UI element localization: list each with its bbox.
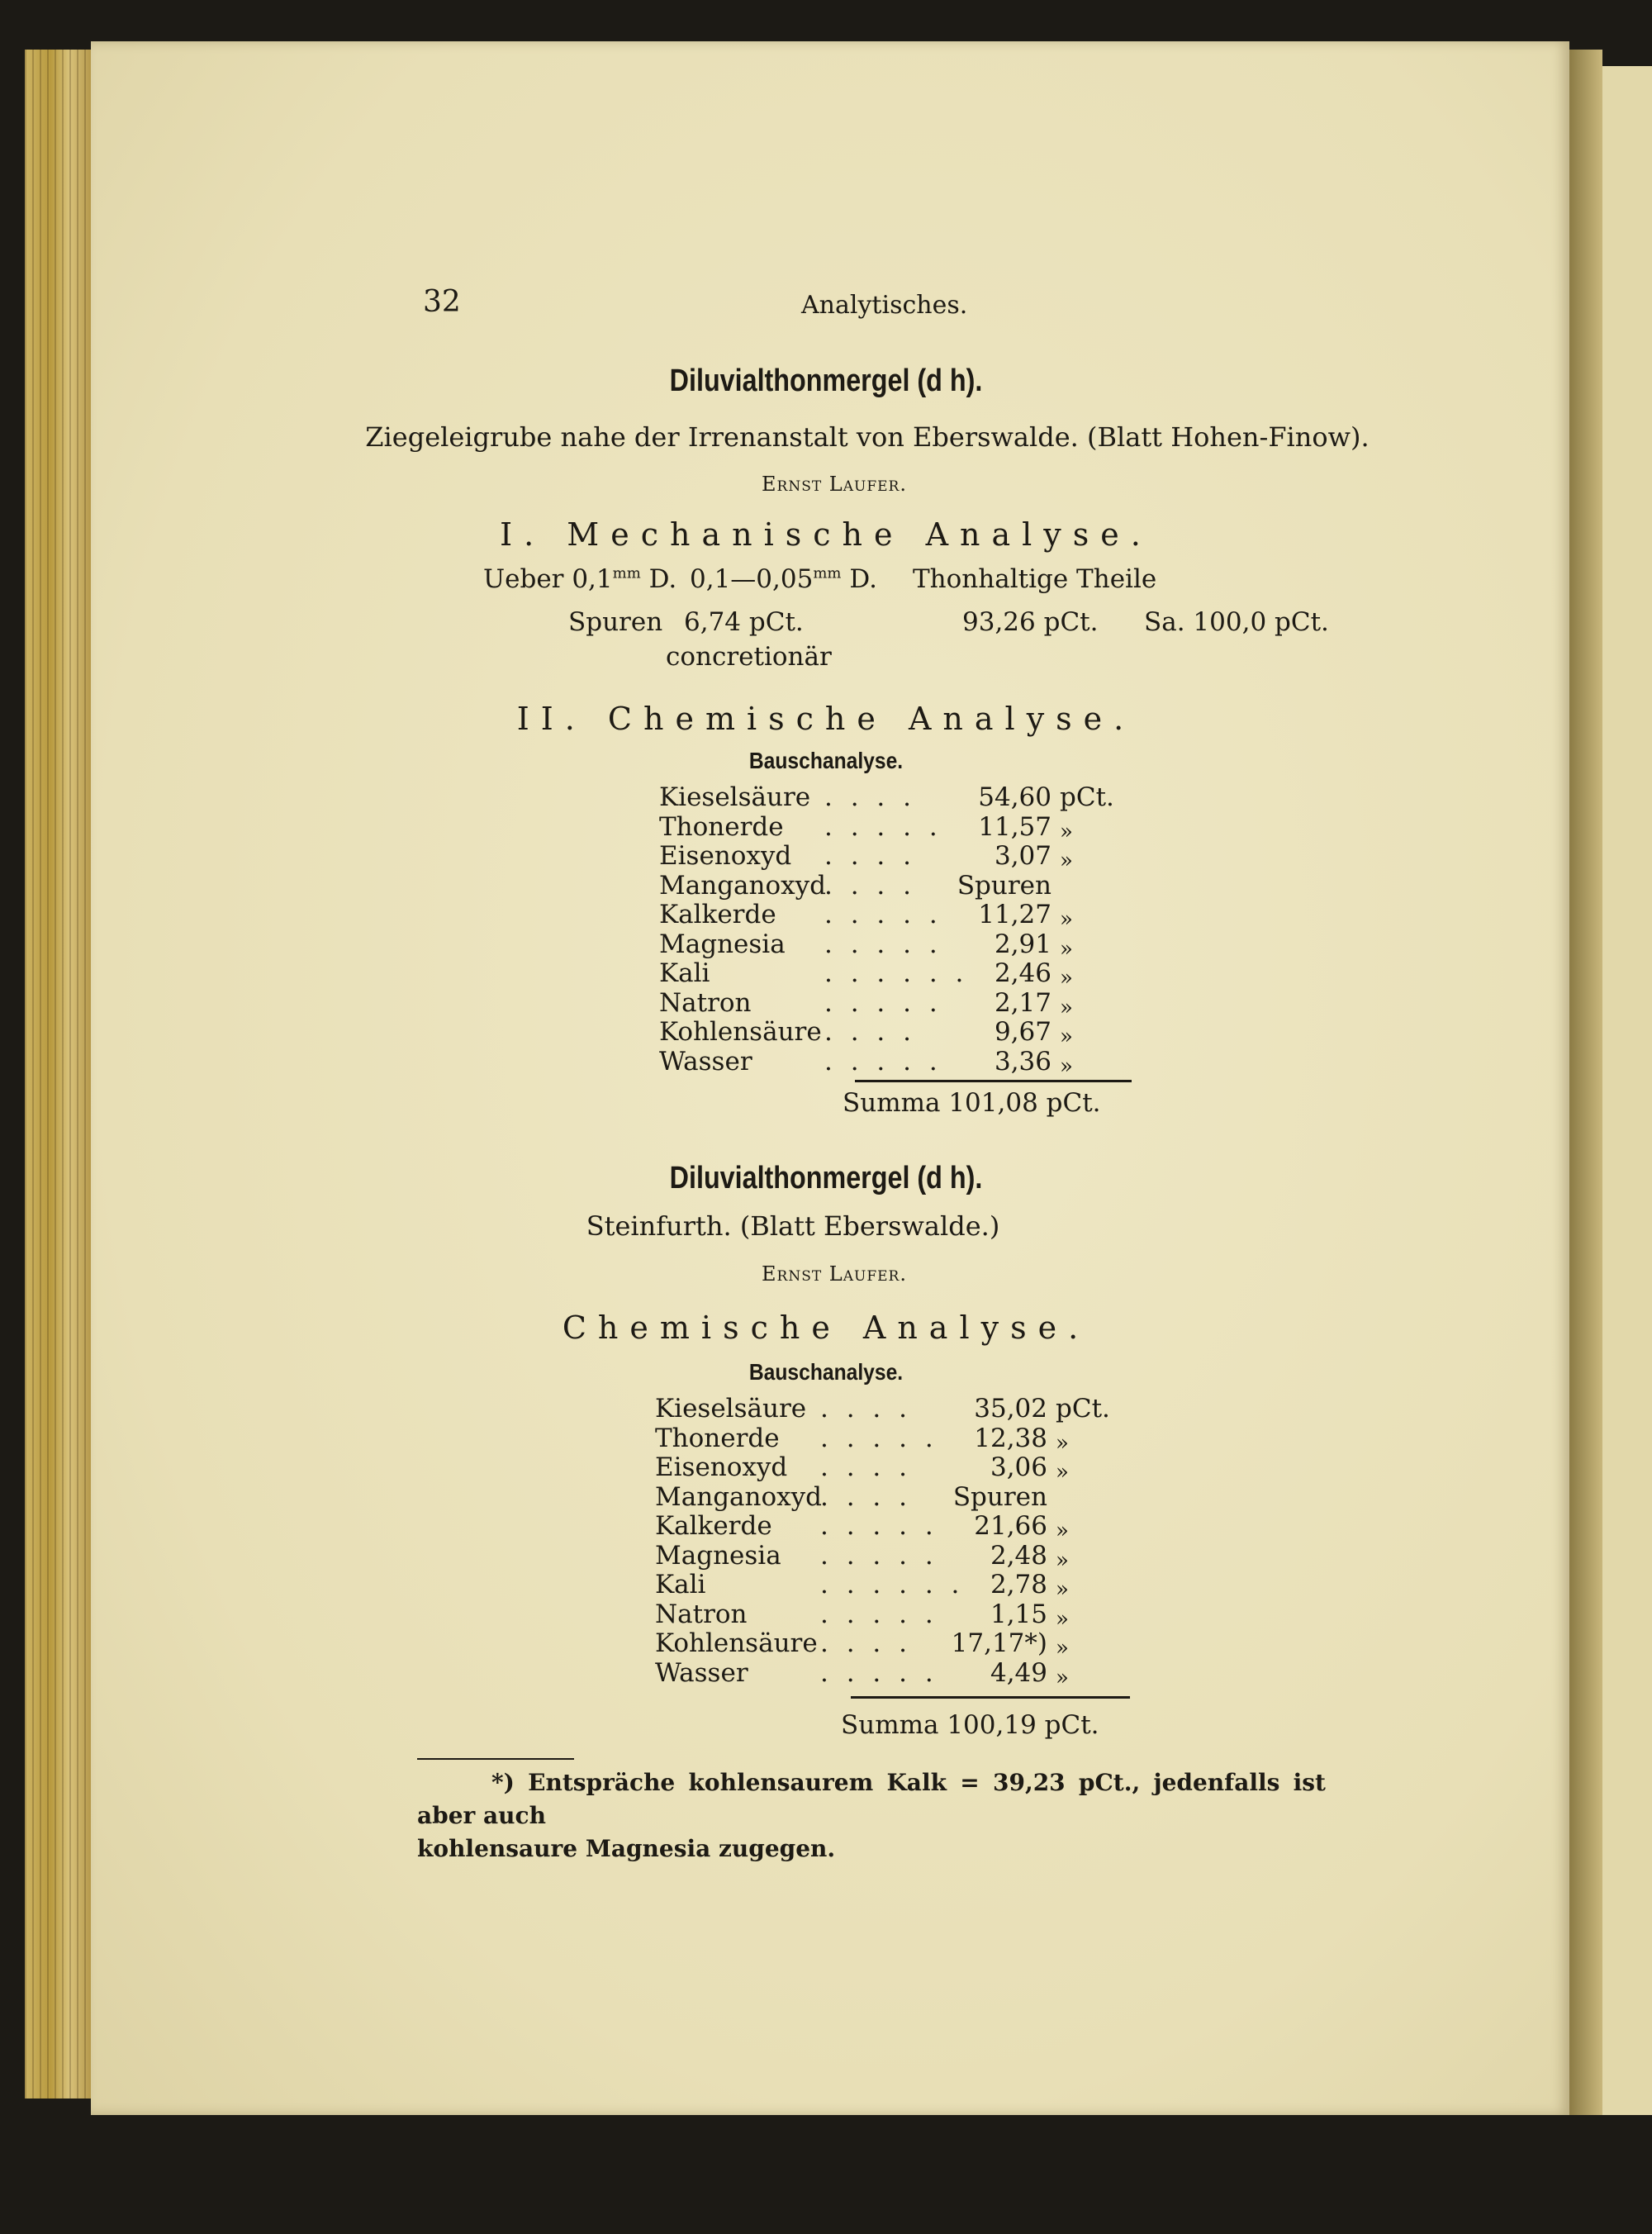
table-row: [659, 871, 1122, 901]
mech-col3-header: Thonhaltige Theile: [913, 564, 1157, 594]
sample2-sum-rule: [851, 1696, 1130, 1699]
row-unit: »: [1060, 907, 1073, 932]
row-leader-dots: . . . . .: [820, 1423, 938, 1453]
row-leader-dots: . . . .: [820, 1394, 912, 1424]
footnote-line-1: *) Entspräche kohlensaurem Kalk = 39,23 pCt., jedenfalls ist aber auch: [417, 1769, 1326, 1829]
row-label: Kali: [655, 1570, 706, 1599]
table-row: [659, 782, 1122, 812]
row-leader-dots: . . . . . .: [824, 958, 969, 988]
row-leader-dots: . . . .: [820, 1481, 912, 1512]
sample2-author: Ernst Laufer.: [762, 1262, 907, 1286]
row-leader-dots: . . . . .: [820, 1657, 938, 1688]
sample2-chem-title: Chemische Analyse.: [562, 1310, 1090, 1346]
table-row: [655, 1628, 1118, 1661]
sample1-bauschanalyse: Bauschanalyse.: [748, 748, 904, 773]
row-unit: pCt.: [1060, 782, 1114, 812]
row-label: Kohlensäure: [659, 1017, 822, 1047]
sample1-locality: Ziegeleigrube nahe der Irrenanstalt von Eberswalde. (Blatt Hohen-Finow).: [365, 421, 1370, 453]
row-leader-dots: . . . . .: [820, 1511, 938, 1541]
row-leader-dots: . . . . . .: [820, 1570, 965, 1599]
sample2-summa: Summa 100,19 pCt.: [841, 1710, 1099, 1740]
sample1-author: Ernst Laufer.: [762, 473, 907, 496]
table-row: [655, 1482, 1118, 1512]
row-value: 9,67: [994, 1017, 1051, 1047]
row-label: Kohlensäure: [655, 1628, 818, 1658]
table-row: [659, 1017, 1122, 1047]
row-label: Wasser: [655, 1657, 748, 1688]
row-leader-dots: . . . . .: [820, 1540, 938, 1571]
row-unit: »: [1056, 1636, 1069, 1661]
sample1-sum-rule: [855, 1080, 1132, 1082]
table-row: [655, 1452, 1118, 1485]
row-value: 17,17*): [951, 1628, 1047, 1658]
row-value: 21,66: [974, 1511, 1047, 1541]
table-row: [659, 841, 1122, 871]
row-value: 54,60: [978, 782, 1051, 812]
mech-value-2-note: concretionär: [666, 642, 832, 672]
row-leader-dots: . . . .: [824, 1017, 916, 1047]
row-unit: »: [1056, 1577, 1069, 1602]
row-unit: »: [1060, 848, 1073, 873]
table-row: [655, 1423, 1118, 1456]
mech-value-3: 93,26 pCt.: [962, 607, 1099, 637]
row-leader-dots: . . . .: [824, 870, 916, 901]
row-label: Thonerde: [655, 1423, 780, 1453]
running-head: Analytisches.: [801, 291, 968, 320]
table-row: [659, 929, 1122, 962]
table-row: [655, 1570, 1118, 1602]
mech-col2-header: $0,1—0,05^{mm}$ D.: [690, 564, 877, 594]
row-label: Natron: [659, 987, 752, 1018]
row-value: 2,91: [994, 929, 1051, 959]
footnote: [417, 1766, 1326, 1866]
row-value: Spuren: [957, 870, 1051, 901]
mech-col1-header: Ueber $0,1^{mm}$ D.: [483, 564, 677, 594]
row-label: Kalkerde: [655, 1511, 772, 1541]
row-label: Eisenoxyd: [655, 1452, 788, 1482]
row-value: 2,46: [994, 958, 1051, 988]
row-unit: »: [1060, 1024, 1073, 1049]
row-value: 3,07: [994, 841, 1051, 871]
page-number: 32: [423, 285, 461, 319]
mech-value-1: Spuren: [568, 607, 663, 637]
row-label: Thonerde: [659, 811, 784, 842]
row-value: 2,17: [994, 987, 1051, 1018]
row-value: 35,02: [974, 1394, 1047, 1424]
row-label: Kieselsäure: [655, 1394, 807, 1424]
row-unit: »: [1056, 1519, 1069, 1543]
sample2-locality: Steinfurth. (Blatt Eberswalde.): [586, 1210, 1000, 1242]
sample1-chem-title: II. Chemische Analyse.: [516, 701, 1136, 737]
sample1-heading: Diluvialthonmergel (d h).: [669, 364, 983, 398]
gutter: [1569, 50, 1602, 2115]
row-value: 2,48: [990, 1540, 1047, 1571]
row-unit: pCt.: [1056, 1394, 1110, 1424]
row-leader-dots: . . . . .: [824, 987, 942, 1018]
row-unit: »: [1056, 1430, 1069, 1456]
row-label: Magnesia: [659, 929, 786, 959]
footnote-line-2: kohlensaure Magnesia zugegen.: [417, 1835, 836, 1862]
row-value: 4,49: [990, 1657, 1047, 1688]
row-value: Spuren: [952, 1481, 1047, 1512]
row-label: Wasser: [659, 1046, 752, 1077]
row-label: Kieselsäure: [659, 782, 811, 812]
row-value: 2,78: [990, 1570, 1047, 1599]
table-row: [655, 1541, 1118, 1571]
row-value: 3,36: [994, 1046, 1051, 1077]
row-leader-dots: . . . .: [820, 1452, 912, 1482]
row-label: Natron: [655, 1599, 748, 1629]
row-unit: »: [1056, 1606, 1069, 1632]
row-label: Magnesia: [655, 1540, 781, 1571]
adjacent-page: [1602, 66, 1652, 2115]
table-row: [659, 1047, 1122, 1077]
table-row: [655, 1658, 1118, 1688]
row-leader-dots: . . . . .: [824, 1046, 942, 1077]
table-row: [659, 900, 1122, 932]
row-value: 12,38: [974, 1423, 1047, 1453]
row-unit: »: [1060, 995, 1073, 1020]
table-row: [659, 812, 1122, 842]
row-leader-dots: . . . . .: [824, 900, 942, 929]
row-label: Eisenoxyd: [659, 841, 792, 871]
row-unit: »: [1060, 819, 1073, 844]
table-row: [659, 958, 1122, 991]
row-unit: »: [1056, 1665, 1069, 1690]
row-unit: »: [1056, 1460, 1069, 1485]
mech-sum: Sa. 100,0 pCt.: [1144, 607, 1329, 637]
sample1-summa: Summa 101,08 pCt.: [843, 1088, 1101, 1118]
row-label: Kalkerde: [659, 900, 776, 929]
table-row: [659, 988, 1122, 1018]
mech-value-2: 6,74 pCt.: [684, 607, 804, 637]
row-unit: »: [1056, 1547, 1069, 1573]
sample1-mech-title: I. Mechanische Analyse.: [500, 516, 1152, 553]
sample2-heading: Diluvialthonmergel (d h).: [669, 1161, 983, 1195]
book-edge: [25, 50, 99, 2099]
footnote-rule: [417, 1758, 574, 1760]
row-leader-dots: . . . .: [824, 841, 916, 871]
row-label: Manganoxyd: [659, 870, 826, 901]
row-value: 11,27: [978, 900, 1051, 929]
table-row: [655, 1599, 1118, 1632]
table-row: [655, 1394, 1118, 1424]
row-leader-dots: . . . .: [824, 782, 916, 812]
row-label: Manganoxyd: [655, 1481, 822, 1512]
row-value: 1,15: [990, 1599, 1047, 1629]
row-value: 3,06: [990, 1452, 1047, 1482]
row-leader-dots: . . . . .: [824, 929, 942, 959]
row-value: 11,57: [978, 811, 1051, 842]
row-leader-dots: . . . .: [820, 1628, 912, 1658]
row-leader-dots: . . . . .: [820, 1599, 938, 1629]
row-unit: »: [1060, 966, 1073, 991]
table-row: [655, 1511, 1118, 1541]
row-label: Kali: [659, 958, 710, 988]
row-unit: »: [1060, 1053, 1073, 1079]
row-leader-dots: . . . . .: [824, 811, 942, 842]
sample2-bauschanalyse: Bauschanalyse.: [748, 1359, 904, 1385]
row-unit: »: [1060, 936, 1073, 962]
